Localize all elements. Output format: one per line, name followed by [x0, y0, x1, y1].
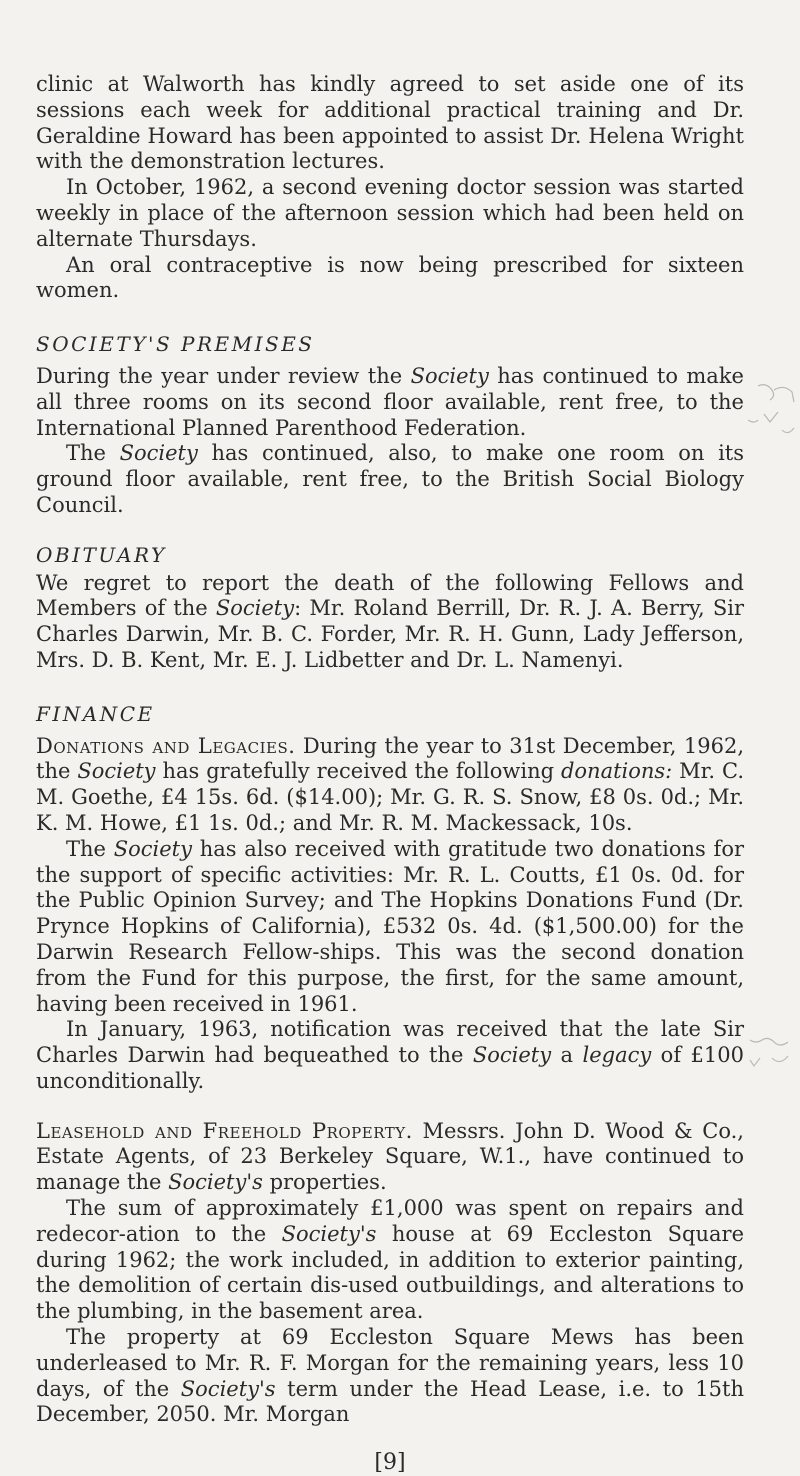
- section-heading-finance: FINANCE: [36, 701, 155, 726]
- paragraph: During the year under review the Society has continued to make all three rooms on its second floor available, rent free, to the International Planned Parenthood Federation.: [36, 363, 744, 440]
- paragraph: The Society has continued, also, to make one room on its ground floor available, rent free, to the British Social Biology Council.: [36, 441, 745, 517]
- paragraph: The property at 69 Eccleston Square Mews has been underleased to Mr. R. F. Morgan for the remaining years, less 10 days, of the Society's term under the Head Lease, i.e. to 15th December, 2050. Mr. Morgan: [36, 1325, 744, 1427]
- paragraph: clinic at Walworth has kindly agreed to set aside one of its sessions each week for additional practical training and Dr. Geraldine Howard has been appointed to assist Dr. Helena Wright with the demonstration lectures.: [36, 72, 744, 174]
- document-page: [36, 72, 744, 1476]
- margin-scribble-icon: [744, 1030, 800, 1090]
- margin-scribble-icon: [744, 380, 800, 460]
- paragraph: The Society has also received with gratitude two donations for the support of specific activities: Mr. R. L. Coutts, £1 0s. 0d. for the Public Opinion Survey; and The Hopkins Donations Fund (Dr. Prynce Hopkins of California), £532 0s. 4d. ($1,500.00) for the Darwin Research Fellow-ships. This was the second donation from the Fund for this purpose, the first, for the same amount, having been received in 1961.: [36, 836, 744, 1016]
- paragraph: Leasehold and Freehold Property. Messrs. John D. Wood & Co., Estate Agents, of 23 Berkeley Square, W.1., have continued to manage the Society's properties.: [36, 1118, 744, 1195]
- paragraph: In January, 1963, notification was received that the late Sir Charles Darwin had bequeathed to the Society a legacy of £100 unconditionally.: [36, 1017, 744, 1093]
- paragraph: In October, 1962, a second evening doctor session was started weekly in place of the afternoon session which had been held on alternate Thursdays.: [36, 175, 744, 251]
- paragraph: We regret to report the death of the following Fellows and Members of the Society: Mr. Roland Berrill, Dr. R. J. A. Berry, Sir Charles Darwin, Mr. B. C. Forder, Mr. R. H. Gunn, Lady Jefferson, Mrs. D. B. Kent, Mr. E. J. Lidbetter and Dr. L. Namenyi.: [36, 570, 744, 672]
- section-heading-premises: SOCIETY'S PREMISES: [36, 332, 315, 357]
- page-number: [9]: [374, 1450, 406, 1476]
- paragraph: Donations and Legacies. During the year to 31st December, 1962, the Society has gratefully received the following donations: Mr. C. M. Goethe, £4 15s. 6d. ($14.00); Mr. G. R. S. Snow, £8 0s. 0d.; Mr. K. M. Howe, £1 1s. 0d.; and Mr. R. M. Mackessack, 10s.: [36, 733, 745, 835]
- section-heading-obituary: OBITUARY: [36, 542, 167, 567]
- paragraph: The sum of approximately £1,000 was spent on repairs and redecor-ation to the Society's house at 69 Eccleston Square during 1962; the work included, in addition to exterior painting, the demolition of certain dis-used outbuildings, and alterations to the plumbing, in the basement area.: [36, 1196, 745, 1324]
- paragraph: An oral contraceptive is now being prescribed for sixteen women.: [36, 252, 744, 303]
